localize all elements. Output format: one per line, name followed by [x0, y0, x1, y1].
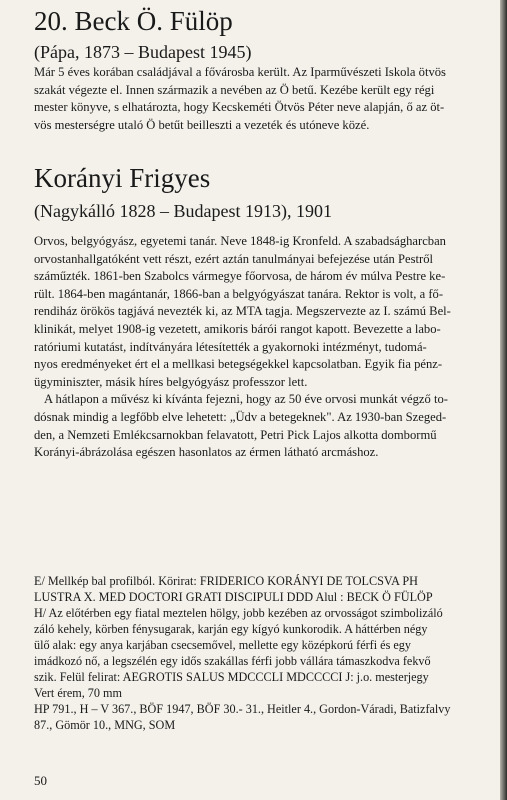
text-line: szakát végezte el. Innen származik a nevében az Ö betű. Kezébe került egy régi	[34, 82, 435, 97]
page-number: 50	[34, 773, 47, 788]
entry-body	[34, 233, 502, 462]
text-line: Már 5 éves korában családjával a fővárosba került. Az Iparművészeti Iskola ötvös	[34, 65, 446, 79]
text-line: száműzték. 1861-ben Szabolcs vármegye főorvosa, de három év múlva Pestre ke-	[34, 269, 446, 284]
text-line: ügyminiszter, másik híres belgyógyász professzor lett.	[34, 374, 308, 389]
text-line: imádkozó nő, a legszélén egy idős szakállas férfi jobb vállára támaszkodva fekvő	[34, 654, 431, 668]
text-line: rendiház örökös tagjává nevezték ki, az MTA tagja. Megszervezte az I. számú Bel-	[34, 304, 451, 319]
text-line: nyos eredményeket ért el a mellkasi betegségekkel kapcsolatban. Egyik fia pénz-	[34, 357, 443, 372]
text-line: A hátlapon a művész ki kívánta fejezni, hogy az 50 éve orvosi munkát végző to-	[44, 392, 448, 407]
text-line: Korányi-ábrázolása egészen hasonlatos az érmen látható arcmáshoz.	[34, 445, 379, 460]
entry-subtitle: (Nagykálló 1828 – Budapest 1913), 1901	[34, 201, 332, 221]
text-line: Orvos, belgyógyász, egyetemi tanár. Neve 1848-ig Kronfeld. A szabadságharcban	[34, 234, 446, 248]
text-line: vös mesterségre utaló Ö betűt beilleszti a vezeték és utóneve közé.	[34, 117, 370, 132]
text-line: dósnak mindig a legfőbb elve lehetett: „Üdv a betegeknek". Az 1930-ban Szeged-	[34, 409, 447, 424]
text-line: LUSTRA X. MED DOCTORI GRATI DISCIPULI DDD Alul : BECK Ö FÜLÖP	[34, 590, 433, 604]
text-line: rült. 1864-ben magántanár, 1866-ban a belgyógyászat tanára. Rektor is volt, a fő-	[34, 286, 444, 301]
text-line: 87., Gömör 10., MNG, SOM	[34, 718, 176, 732]
text-line: Vert érem, 70 mm	[34, 686, 122, 700]
text-line: HP 791., H – V 367., BÖF 1947, BÖF 30.- 31., Heitler 4., Gordon-Váradi, Batizfalvy	[34, 702, 451, 716]
text-line: záló kehely, körben fénysugarak, karján egy kígyó kunkorodik. A háttérben négy	[34, 622, 428, 636]
text-line: szik. Felül felirat: AEGROTIS SALUS MDCCCLI MDCCCCI J: j.o. mesterjegy	[34, 670, 429, 684]
text-line: den, a Nemzeti Emlékcsarnokban felavatott, Petri Pick Lajos alkotta dombormű	[34, 427, 437, 442]
entry-subtitle: (Pápa, 1873 – Budapest 1945)	[34, 42, 252, 62]
text-line: ülő alak: egy anya karjában csecsemővel, mellette egy középkorú férfi és egy	[34, 638, 411, 652]
text-line: klinikát, melyet 1908-ig vezetett, amikoris bárói rangot kapott. Bevezette a labo-	[34, 321, 441, 336]
entry-body	[34, 64, 502, 134]
entry-title: Korányi Frigyes	[34, 163, 211, 193]
medal-description	[34, 573, 502, 733]
entry-title: 20. Beck Ö. Fülöp	[34, 6, 233, 36]
text-line: E/ Mellkép bal profilból. Körirat: FRIDERICO KORÁNYI DE TOLCSVA PH	[34, 574, 418, 588]
text-line: H/ Az előtérben egy fiatal meztelen hölgy, jobb kezében az orvosságot szimbolizáló	[34, 606, 443, 620]
text-line: ratóriumi kutatást, indítványára létesítették a gyakornoki intézményt, tudomá-	[34, 339, 427, 354]
text-line: orvostanhallgatóként vett részt, ezért aztán tanulmányai befejezése után Pestről	[34, 251, 433, 266]
text-line: mester könyve, s elhatározta, hogy Kecskeméti Ötvös Péter neve alapján, ő az öt-	[34, 100, 445, 115]
